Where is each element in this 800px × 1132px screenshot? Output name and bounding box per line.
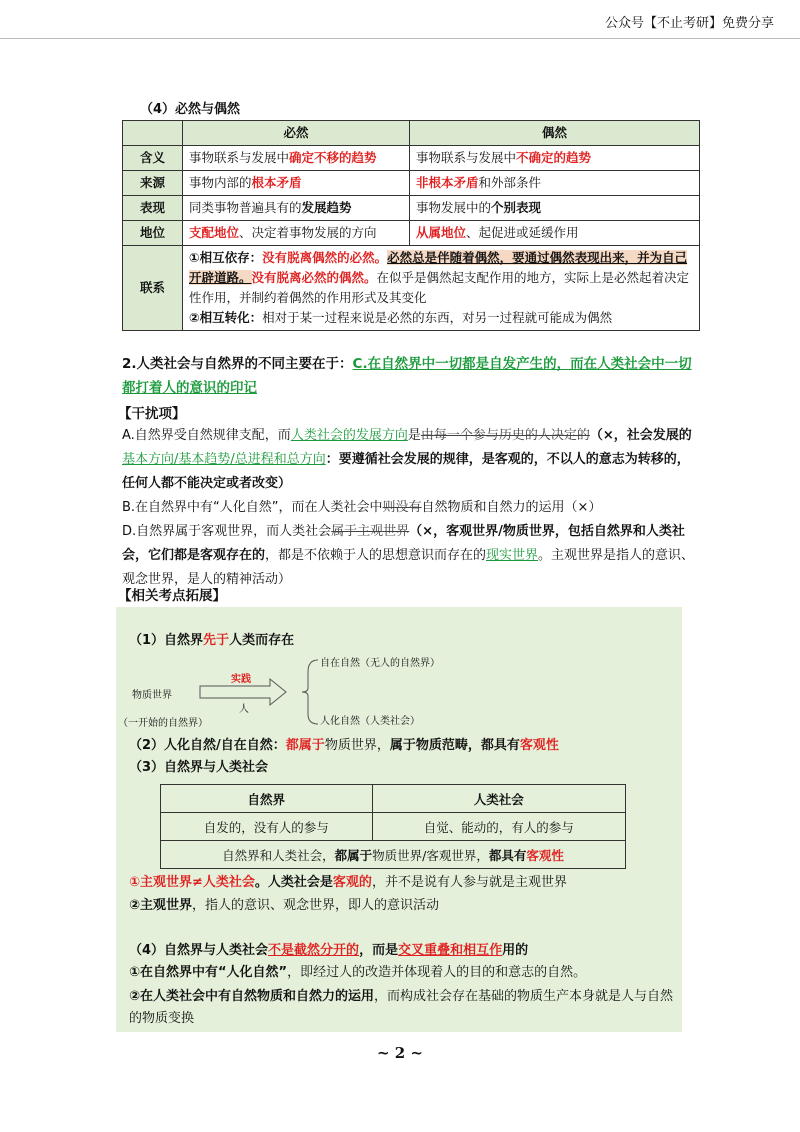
- text-bold: （4）自然界与人类社会: [129, 943, 269, 958]
- text: 自然物质和自然力的运用（×）: [421, 500, 602, 515]
- col-header-society: 人类社会: [372, 785, 625, 813]
- nature-diagram: [118, 652, 458, 732]
- cell-text: 、起促进或延缓作用: [466, 225, 579, 240]
- link-plain-2: 相对于某一过程来说是必然的东西，对另一过程就可能成为偶然: [262, 310, 613, 325]
- text-strike: 由每一个参与历史的人决定的: [420, 428, 590, 443]
- cell-text-red: 不确定的趋势: [516, 150, 592, 165]
- text: D.自然界属于客观世界，而人类社会: [122, 524, 332, 539]
- text-green: 人类社会的发展方向: [290, 428, 408, 443]
- table-row: [123, 221, 700, 246]
- link-red-2: 没有脱离必然的偶然。: [251, 270, 377, 285]
- text-green: 现实世界: [486, 548, 539, 563]
- table-cell: [410, 221, 700, 246]
- text-bold: （1）自然界: [129, 633, 204, 648]
- text-green: 基本方向/基本趋势/总进程和总方向: [122, 452, 326, 467]
- extension-tag: 【相关考点拓展】: [118, 588, 226, 604]
- text: ，而构成社会存在基础的物质生产本身就是人与自然的物质变换: [129, 989, 674, 1026]
- col-header-chance: 偶然: [410, 121, 700, 146]
- text: ，都是不依赖于人的思想意识而存在的: [265, 548, 487, 563]
- text-bold: 都属于: [334, 847, 373, 863]
- diagram-label-human: 人: [239, 704, 249, 715]
- text-bold: 属于物质范畴，都具有: [389, 738, 520, 753]
- table-cell: 自觉、能动的，有人的参与: [372, 813, 625, 841]
- table-cell: 自发的，没有人的参与: [161, 813, 373, 841]
- link-highlight: 必然总是伴随着偶然，要通过偶然表现出来，并为自己开辟道路。: [189, 250, 688, 285]
- text-bold: 。人类社会是: [254, 875, 333, 890]
- link-red-1: 没有脱离偶然的必然。: [262, 250, 388, 265]
- necessity-chance-table: [122, 120, 700, 331]
- link-head-1: ①相互依存：: [189, 250, 263, 265]
- text-bold: 用的: [502, 943, 529, 958]
- link-head-2: ②相互转化：: [189, 310, 263, 325]
- table-cell: [183, 171, 410, 196]
- table-row: [123, 146, 700, 171]
- table-cell: [183, 146, 410, 171]
- header-divider: [0, 38, 800, 39]
- table-row: [161, 813, 626, 841]
- cell-text: 事物发展中的: [416, 200, 492, 215]
- distractor-d: [122, 520, 702, 592]
- row-label: 联系: [123, 246, 183, 331]
- cell-text-red: 根本矛盾: [251, 175, 302, 190]
- text: ，指人的意识、观念世界，即人的意识活动: [192, 898, 440, 913]
- ext-line-3: [129, 757, 268, 779]
- ext-line-4: [129, 940, 528, 962]
- distractor-tag: 【干扰项】: [118, 406, 186, 422]
- question-stem: 2.人类社会与自然界的不同主要在于：: [122, 356, 353, 372]
- link-cell: [183, 246, 700, 331]
- text-bold: （×，: [409, 524, 447, 539]
- text: ，即经过人的改造并体现着人的目的和意志的自然。: [287, 965, 587, 980]
- table-cell: [410, 196, 700, 221]
- row-label: 表现: [123, 196, 183, 221]
- text-bold: （3）自然界与人类社会: [129, 760, 269, 775]
- diagram-label-practice: 实践: [231, 674, 251, 685]
- table-row: [123, 246, 700, 331]
- question-2: [122, 352, 702, 400]
- ext-point-1: [129, 962, 677, 984]
- diagram-label-humanized: 人化自然（人类社会）: [320, 716, 420, 727]
- arrow-icon: [200, 679, 286, 705]
- diagram-label-initial: （一开始的自然界）: [118, 718, 208, 729]
- cell-text-red: 支配地位: [189, 225, 240, 240]
- text-strike: 属于主观世界: [331, 524, 410, 539]
- text: 物质世界/客观世界，: [372, 847, 489, 863]
- text-strike: 则没有: [382, 500, 422, 515]
- text-red: 客观性: [526, 847, 564, 863]
- ext-point-2: [129, 986, 677, 1030]
- link-plain-1: 在似乎是偶然起支配作用的地方，实际上是必然起着决定性作用，并制约着偶然的作用形式及其变化: [189, 270, 690, 305]
- row-label: 含义: [123, 146, 183, 171]
- section-title: （4）必然与偶然: [140, 102, 241, 117]
- text: 物质世界，: [324, 738, 390, 753]
- diagram-label-in-itself: 自在自然（无人的自然界）: [320, 658, 440, 669]
- text-red: 不是截然分开的: [268, 943, 360, 958]
- row-label: 来源: [123, 171, 183, 196]
- table-row: [123, 171, 700, 196]
- cell-text-red: 非根本矛盾: [416, 175, 479, 190]
- text: ，并不是说有人参与就是主观世界: [371, 875, 567, 890]
- text: 。主观世界是指人的意识、观念世界，是人的精神活动）: [122, 548, 695, 587]
- text-red: 交叉重叠和相互作: [398, 943, 503, 958]
- text-bold: 客观世界/物质世界，包括自然界和人类社会，它们都是客观存在的: [122, 524, 685, 563]
- distractor-a: [122, 424, 702, 496]
- table-cell: [161, 841, 626, 869]
- cell-text: 、决定着事物发展的方向: [239, 225, 377, 240]
- table-cell: [183, 221, 410, 246]
- cell-text-red: 确定不移的趋势: [289, 150, 377, 165]
- text: A.自然界受自然规律支配，而: [122, 428, 291, 443]
- cell-text: 事物联系与发展中: [189, 150, 290, 165]
- table-cell: [410, 171, 700, 196]
- text: 自然界和人类社会，: [222, 847, 335, 863]
- text-bold: （×，社会发展的: [589, 428, 692, 443]
- cell-text-bold: 个别表现: [491, 200, 542, 215]
- text-bold: 都具有: [488, 847, 527, 863]
- text: B.在自然界中有“人化自然”，而在人类社会中: [122, 500, 383, 515]
- table-row: [123, 196, 700, 221]
- table-row: [161, 841, 626, 869]
- ext-note-2: [129, 895, 439, 917]
- ext-line-2: [129, 735, 559, 757]
- text-bold: （2）人化自然/自在自然：: [129, 738, 286, 753]
- table-cell: [410, 146, 700, 171]
- cell-text: 事物联系与发展中: [416, 150, 517, 165]
- text-red: 都属于: [285, 738, 325, 753]
- text-red: 先于: [203, 633, 230, 648]
- col-header-necessity: 必然: [183, 121, 410, 146]
- cell-text-bold: 发展趋势: [301, 200, 352, 215]
- col-header-nature: 自然界: [161, 785, 373, 813]
- header-source: 公众号【不止考研】免费分享: [604, 16, 774, 31]
- text-bold: ②在人类社会中有自然物质和自然力的运用: [129, 989, 375, 1004]
- text-red: 客观性: [519, 738, 559, 753]
- text-bold: ：要遵循社会发展的规律，是客观的，不以人的意志为转移的，任何人都不能决定或者改变）: [122, 452, 690, 491]
- nature-society-table: [160, 784, 626, 869]
- diagram-label-matter: 物质世界: [132, 690, 172, 701]
- text-bold: ②主观世界: [129, 898, 193, 913]
- text-red: ①主观世界≠人类社会: [129, 875, 255, 890]
- text-bold: ，而是: [359, 943, 399, 958]
- cell-text: 和外部条件: [478, 175, 542, 190]
- text: 是: [407, 428, 421, 443]
- text-red: 客观的: [332, 875, 372, 890]
- text-bold: 人类而存在: [229, 633, 295, 648]
- text-bold: ①在自然界中有“人化自然”: [129, 965, 288, 980]
- cell-text-red: 从属地位: [416, 225, 467, 240]
- page-number: ~ 2 ~: [376, 1044, 424, 1062]
- distractor-b: [122, 496, 702, 520]
- table-cell: [183, 196, 410, 221]
- question-answer: C.在自然界中一切都是自发产生的，而在人类社会中一切都打着人的意识的印记: [122, 356, 692, 396]
- brace-icon: [302, 660, 318, 724]
- ext-line-1: [129, 630, 294, 652]
- row-label: 地位: [123, 221, 183, 246]
- ext-note-1: [129, 872, 567, 894]
- cell-text: 事物内部的: [189, 175, 252, 190]
- cell-text: 同类事物普遍具有的: [189, 200, 302, 215]
- table-corner: [123, 121, 183, 146]
